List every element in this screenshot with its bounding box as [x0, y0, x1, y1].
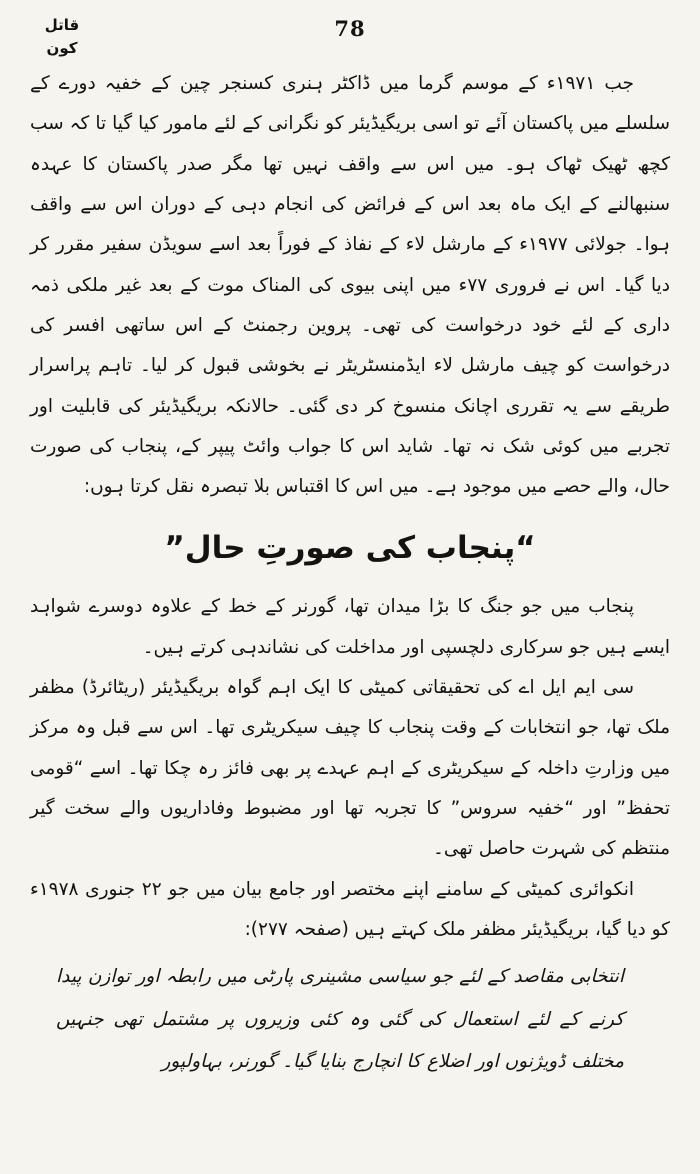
paragraph-3: سی ایم ایل اے کی تحقیقاتی کمیٹی کا ایک اہم گواہ بریگیڈیئر (ریٹائرڈ) مظفر ملک تھا، جو انتخابات کے وقت پنجاب کا چیف سیکریٹری تھا۔ اس سے قبل وہ مرکز میں وزارتِ داخلہ کے سیکریٹری کے اہم عہدے پر بھی فائز رہ چکا تھا۔ اسے “قومی تحفظ” اور “خفیہ سروس” کا تجربہ تھا اور مضبوط وفاداریوں والے سخت گیر منتظم کی شہرت حاصل تھی۔ [30, 676, 670, 860]
paragraph-1: جب ۱۹۷۱ء کے موسم گرما میں ڈاکٹر ہنری کسنجر چین کے خفیہ دورے کے سلسلے میں پاکستان آئے تو اسی بریگیڈیئر کو نگرانی کے لئے مامور کیا گیا تا کہ سب کچھ ٹھیک ٹھاک ہو۔ میں اس سے واقف نہیں تھا مگر صدر پاکستان کا عہدہ سنبھالنے کے ایک ماہ بعد اس کے فرائض کی انجام دہی کے دوران اس سے واقف ہوا۔ جولائی ۱۹۷۷ء کے مارشل لاء کے نفاذ کے فوراً بعد اسے سویڈن سفیر مقرر کر دیا گیا۔ اس نے فروری ۷۷ء میں اپنی بیوی کی المناک موت کے بعد غیر ملکی ذمہ داری کے لئے خود درخواست کی تھی۔ پروین رجمنٹ کے اس ساتھی افسر کی درخواست کو چیف مارشل لاء ایڈمنسٹریٹر نے بخوشی قبول کر لیا۔ تاہم پراسرار طریقے سے یہ تقرری اچانک منسوخ کر دی گئی۔ حالانکہ بریگیڈیئر کی قابلیت اور تجربے میں کوئی شک نہ تھا۔ شاید اس کا جواب وائٹ پیپر کے، پنجاب کی صورت حال، والے حصے میں موجود ہے۔ میں اس کا اقتباس بلا تبصرہ نقل کرتا ہوں: [30, 73, 671, 498]
book-title: قاتل کون [44, 16, 80, 57]
block-quote-statement: انتخابی مقاصد کے لئے جو سیاسی مشینری پارٹی میں رابطہ اور توازن پیدا کرنے کے لئے استعمال کی گئی وہ کئی وزیروں پر مشتمل تھی جنہیں مختلف ڈویژنوں اور اضلاع کا انچارج بنایا گیا۔ گورنر، بہاولپور [56, 966, 624, 1073]
page-body [30, 64, 670, 1084]
page-number: 78 [334, 16, 366, 41]
paragraph-2: پنجاب میں جو جنگ کا بڑا میدان تھا، گورنر کے خط کے علاوہ دوسرے شواہد ایسے ہیں جو سرکاری دلچسپی اور مداخلت کی نشاندہی کرتے ہیں۔ [30, 596, 670, 658]
section-heading-punjab-situation: “پنجاب کی صورتِ حال” [164, 529, 536, 566]
page-header [30, 10, 670, 64]
paragraph-4: انکوائری کمیٹی کے سامنے اپنے مختصر اور جامع بیان میں جو ۲۲ جنوری ۱۹۷۸ء کو دیا گیا، بریگیڈیئر مظفر ملک کہتے ہیں (صفحہ ۲۷۷): [30, 878, 670, 940]
